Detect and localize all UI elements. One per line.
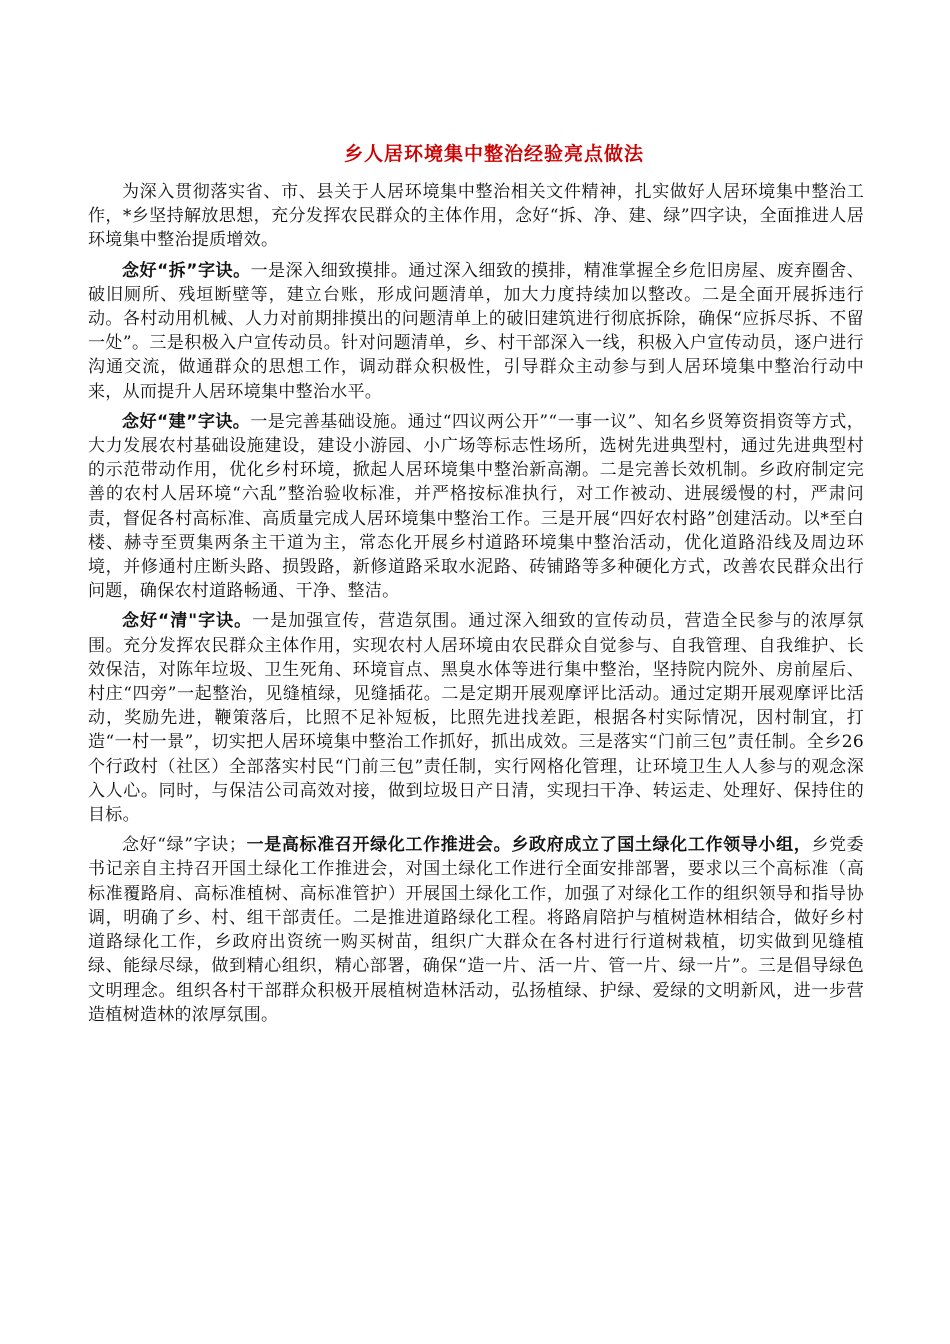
document-page <box>88 140 864 1033</box>
page-title: 乡人居环境集中整治经验亮点做法 <box>343 143 644 165</box>
paragraph-text: 为深入贯彻落实省、市、县关于人居环境集中整治相关文件精神，扎实做好人居环境集中整治工作，*乡坚持解放思想，充分发挥农民群众的主体作用，念好“拆、净、建、绿”四字诀，全面推进人居环境集中整治提质增效。 <box>88 182 864 251</box>
section-heading: 念好“拆”字诀。 <box>122 260 251 281</box>
section-chai-paragraph <box>88 259 864 404</box>
emphasized-text: 一是高标准召开绿化工作推进会。乡政府成立了国土绿化工作领导小组， <box>246 835 812 856</box>
section-qing-paragraph <box>88 609 864 827</box>
section-heading: 念好“建”字诀。 <box>122 411 251 432</box>
paragraph-text: 一是加强宣传，营造氛围。通过深入细致的宣传动员，营造全民参与的浓厚氛围。充分发挥农民群众主体作用，实现农村人居环境由农民群众自觉参与、自我管理、自我维护、长效保洁，对陈年垃圾、卫生死角、环境盲点、黑臭水体等进行集中整治，坚持院内院外、房前屋后、村庄“四旁”一起整治，见缝植绿，见缝插花。二是定期开展观摩评比活动。通过定期开展观摩评比活动，奖励先进，鞭策落后，比照不足补短板，比照先进找差距，根据各村实际情况，因村制宜，打造“一村一景”，切实把人居环境集中整治工作抓好，抓出成效。三是落实“门前三包”责任制。全乡26个行政村（社区）全部落实村民“门前三包”责任制，实行网格化管理，让环境卫生人人参与的观念深入人心。同时，与保洁公司高效对接，做到垃圾日产日清，实现扫干净、转运走、处理好、保持住的目标。 <box>88 611 865 826</box>
section-jian-paragraph <box>88 410 864 604</box>
section-heading: 念好“绿”字诀； <box>122 835 247 856</box>
intro-paragraph <box>88 180 864 253</box>
paragraph-text: 一是完善基础设施。通过“四议两公开”“一事一议”、知名乡贤筹资捐资等方式，大力发展农村基础设施建设，建设小游园、小广场等标志性场所，选树先进典型村，通过先进典型村的示范带动作用，优化乡村环境，掀起人居环境集中整治新高潮。二是完善长效机制。乡政府制定完善的农村人居环境“六乱”整治验收标准，并严格按标准执行，对工作被动、进展缓慢的村，严肃问责，督促各村高标准、高质量完成人居环境集中整治工作。三是开展“四好农村路”创建活动。以*至白楼、赫寺至贾集两条主干道为主，常态化开展乡村道路环境集中整治活动，优化道路沿线及周边环境，并修通村庄断头路、损毁路，新修道路采取水泥路、砖铺路等多种硬化方式，改善农民群众出行问题，确保农村道路畅通、干净、整洁。 <box>88 411 864 602</box>
section-lv-paragraph <box>88 833 864 1027</box>
paragraph-text: 乡党委书记亲自主持召开国土绿化工作推进会，对国土绿化工作进行全面安排部署，要求以三个高标准（高标准覆路肩、高标准植树、高标准管护）开展国土绿化工作，加强了对绿化工作的组织领导和指导协调，明确了乡、村、组干部责任。二是推进道路绿化工程。将路肩陪护与植树造林相结合，做好乡村道路绿化工作，乡政府出资统一购买树苗，组织广大群众在各村进行行道树栽植，切实做到见缝植绿、能绿尽绿，做到精心组织，精心部署，确保“造一片、活一片、管一片、绿一片”。三是倡导绿色文明理念。组织各村干部群众积极开展植树造林活动，弘扬植绿、护绿、爱绿的文明新风，进一步营造植树造林的浓厚氛围。 <box>88 835 864 1025</box>
section-heading: 念好“清"字诀。 <box>122 611 253 632</box>
paragraph-text: 一是深入细致摸排。通过深入细致的摸排，精准掌握全乡危旧房屋、废弃圈舍、破旧厕所、残垣断壁等，建立台账，形成问题清单，加大力度持续加以整改。二是全面开展拆违行动。各村动用机械、人力对前期排摸出的问题清单上的破旧建筑进行彻底拆除，确保“应拆尽拆、不留一处”。三是积极入户宣传动员。针对问题清单，乡、村干部深入一线，积极入户宣传动员，逐户进行沟通交流，做通群众的思想工作，调动群众积极性，引导群众主动参与到人居环境集中整治行动中来，从而提升人居环境集中整治水平。 <box>88 260 865 402</box>
